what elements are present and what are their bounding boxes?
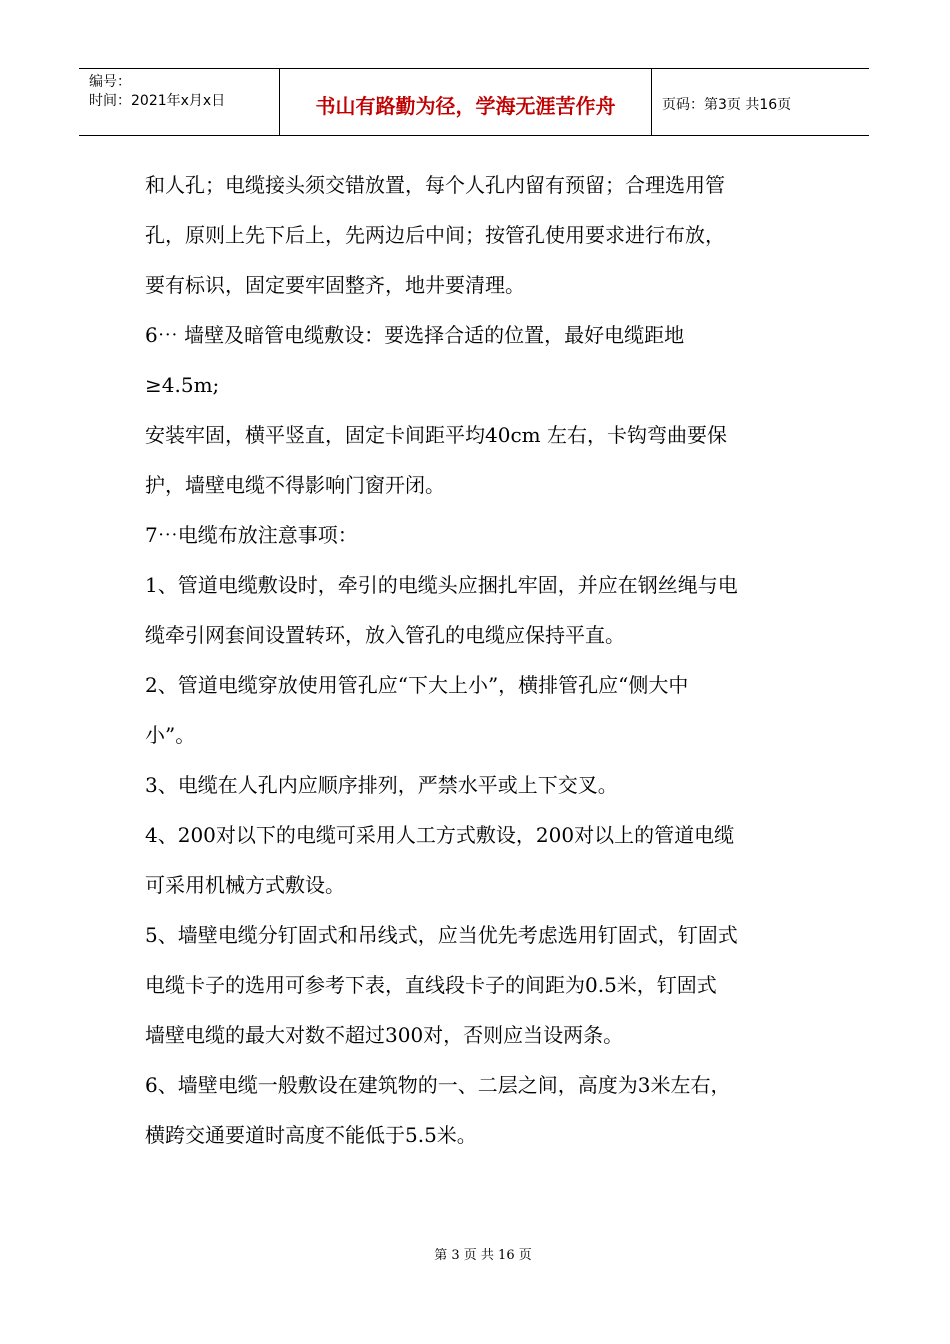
body-line: 6⋯ 墙壁及暗管电缆敷设：要选择合适的位置，最好电缆距地 — [145, 323, 685, 347]
document-number-label: 编号： — [89, 74, 131, 90]
body-line: 6、墙壁电缆一般敷设在建筑物的一、二层之间，高度为3米左右， — [145, 1073, 731, 1097]
body-line: ≥4.5m; — [145, 373, 220, 397]
body-line: 2、管道电缆穿放使用管孔应“下大上小”，横排管孔应“侧大中 — [145, 673, 689, 697]
header-meta — [79, 69, 280, 135]
body-line: 护，墙壁电缆不得影响门窗开闭。 — [145, 473, 445, 497]
header-page-info: 页码：第3页 共16页 — [662, 97, 792, 113]
body-line: 电缆卡子的选用可参考下表，直线段卡子的间距为0.5米，钉固式 — [145, 973, 717, 997]
page-footer: 第 3 页 共 16 页 — [434, 1248, 532, 1263]
body-line: 墙壁电缆的最大对数不超过300对，否则应当设两条。 — [145, 1023, 624, 1047]
body-line: 缆牵引网套间设置转环，放入管孔的电缆应保持平直。 — [145, 623, 625, 647]
body-line: 3、电缆在人孔内应顺序排列，严禁水平或上下交叉。 — [145, 773, 618, 797]
body-line: 要有标识，固定要牢固整齐，地井要清理。 — [145, 273, 525, 297]
body-line: 可采用机械方式敷设。 — [145, 873, 345, 897]
body-line: 5、墙壁电缆分钉固式和吊线式，应当优先考虑选用钉固式，钉固式 — [145, 923, 738, 947]
header-motto: 书山有路勤为径，学海无涯苦作舟 — [280, 69, 652, 135]
body-line: 4、200对以下的电缆可采用人工方式敷设，200对以上的管道电缆 — [145, 823, 735, 847]
body-line: 小”。 — [145, 723, 196, 747]
body-line: 安装牢固，横平竖直，固定卡间距平均40cm 左右，卡钩弯曲要保 — [145, 423, 727, 447]
document-date-label: 时间：2021年x月x日 — [89, 93, 226, 109]
document-body — [145, 160, 810, 1160]
body-line: 横跨交通要道时高度不能低于5.5米。 — [145, 1123, 477, 1147]
body-line: 7⋯电缆布放注意事项： — [145, 523, 358, 547]
body-line: 1、管道电缆敷设时，牵引的电缆头应捆扎牢固，并应在钢丝绳与电 — [145, 573, 738, 597]
body-line: 孔，原则上先下后上，先两边后中间；按管孔使用要求进行布放， — [145, 223, 725, 247]
page-header — [79, 68, 869, 136]
body-line: 和人孔；电缆接头须交错放置，每个人孔内留有预留；合理选用管 — [145, 173, 725, 197]
